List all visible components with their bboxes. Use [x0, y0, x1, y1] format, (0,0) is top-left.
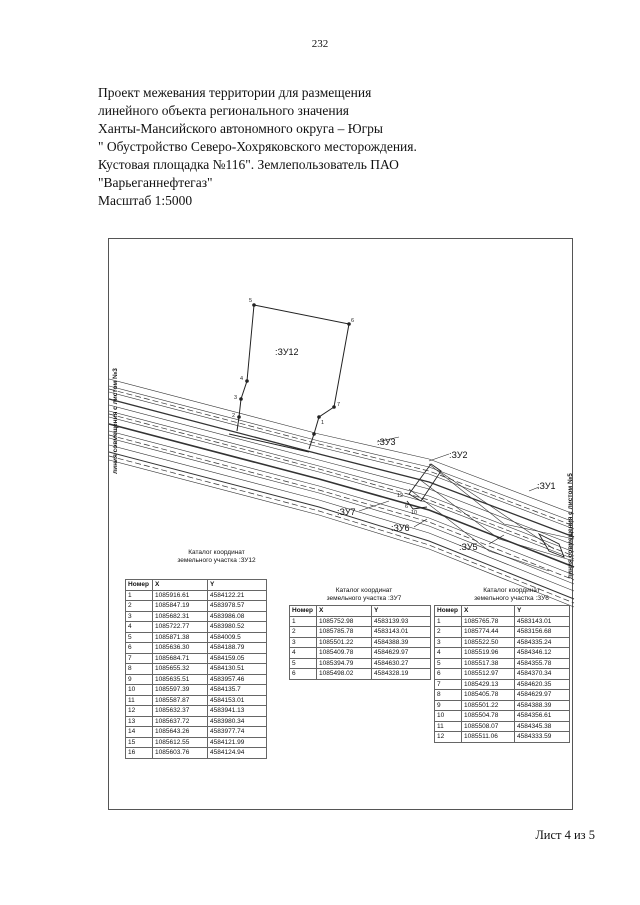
cell-x: 1085635.51 — [153, 674, 208, 685]
cell-y: 4583957.46 — [208, 674, 267, 685]
table-row — [435, 690, 570, 701]
cell-x: 1085632.37 — [153, 706, 208, 717]
cell-x: 1085597.39 — [153, 685, 208, 696]
col-header-num: Номер — [290, 606, 317, 617]
table-row — [435, 637, 570, 648]
cell-num: 14 — [126, 727, 153, 738]
cell-num: 10 — [126, 685, 153, 696]
table-row — [290, 627, 431, 638]
cell-y: 4584333.59 — [515, 732, 570, 743]
catalog-table-zu7 — [289, 605, 431, 680]
point-label: 5 — [249, 298, 253, 304]
cell-y: 4584629.97 — [372, 648, 431, 659]
cell-num: 2 — [290, 627, 317, 638]
cell-num: 7 — [435, 679, 462, 690]
cell-x: 1085429.13 — [462, 679, 515, 690]
cell-num: 5 — [435, 658, 462, 669]
cell-num: 6 — [435, 669, 462, 680]
cell-y: 4583143.01 — [515, 616, 570, 627]
title-line: " Обустройство Северо-Хохряковского месторождения. — [98, 139, 417, 154]
cell-y: 4584159.05 — [208, 653, 267, 664]
title-line: линейного объекта регионального значения — [98, 103, 350, 118]
parcel-points-zu12 — [237, 303, 351, 436]
cell-x: 1085508.07 — [462, 721, 515, 732]
label-zu7: :ЗУ7 — [337, 507, 356, 517]
point-label: 6 — [405, 504, 409, 510]
scale-line: Масштаб 1:5000 — [98, 193, 193, 208]
match-line-right: линия совмещения с листом №5 — [567, 473, 574, 579]
cell-num: 7 — [126, 653, 153, 664]
parcel-zu12 — [229, 305, 349, 452]
cell-num: 3 — [290, 637, 317, 648]
table-row — [126, 622, 267, 633]
cell-y: 4583139.93 — [372, 616, 431, 627]
catalog-title-line: земельного участка :ЗУ6 — [474, 595, 549, 602]
catalog-body-zu12 — [126, 590, 267, 758]
col-header-x: X — [317, 606, 372, 617]
cell-num: 16 — [126, 748, 153, 759]
cell-x: 1085636.30 — [153, 643, 208, 654]
cell-x: 1085512.97 — [462, 669, 515, 680]
label-zu1: :ЗУ1 — [537, 481, 556, 491]
cell-num: 1 — [435, 616, 462, 627]
survey-map — [108, 238, 573, 810]
table-row — [126, 653, 267, 664]
point-label: 7 — [337, 402, 341, 408]
cell-x: 1085517.38 — [462, 658, 515, 669]
catalog-table-zu12 — [125, 579, 267, 759]
cell-y: 4583980.52 — [208, 622, 267, 633]
catalog-body-zu6 — [435, 616, 570, 742]
point-label: 6 — [351, 318, 355, 324]
cell-y: 4583941.13 — [208, 706, 267, 717]
cell-x: 1085682.31 — [153, 611, 208, 622]
catalog-title-zu6 — [454, 587, 569, 603]
table-row — [290, 658, 431, 669]
cell-y: 4583156.68 — [515, 627, 570, 638]
cell-num: 10 — [435, 711, 462, 722]
point-label: 4 — [240, 376, 244, 382]
cell-y: 4583977.74 — [208, 727, 267, 738]
cell-x: 1085722.77 — [153, 622, 208, 633]
col-header-x: X — [153, 580, 208, 591]
match-line-left: линия совмещения с листом №3 — [112, 368, 119, 474]
cell-y: 4584355.78 — [515, 658, 570, 669]
cell-x: 1085684.71 — [153, 653, 208, 664]
cell-y: 4584630.27 — [372, 658, 431, 669]
cell-num: 3 — [126, 611, 153, 622]
cell-y: 4584328.19 — [372, 669, 431, 680]
point-label: 12 — [397, 493, 404, 499]
cell-y: 4584388.39 — [372, 637, 431, 648]
cell-y: 4584629.97 — [515, 690, 570, 701]
label-zu5: :ЗУ5 — [459, 542, 478, 552]
pipeline-corridor — [109, 379, 574, 607]
document-title — [98, 84, 417, 210]
cell-num: 6 — [126, 643, 153, 654]
col-header-num: Номер — [126, 580, 153, 591]
table-row — [126, 706, 267, 717]
table-row — [435, 658, 570, 669]
catalog-table-zu6 — [434, 605, 570, 743]
col-header-y: Y — [515, 606, 570, 617]
cell-num: 8 — [435, 690, 462, 701]
table-row — [435, 648, 570, 659]
cell-x: 1085752.98 — [317, 616, 372, 627]
table-row — [435, 679, 570, 690]
cell-x: 1085519.96 — [462, 648, 515, 659]
table-row — [435, 700, 570, 711]
point-label: 2 — [232, 413, 236, 419]
cell-x: 1085765.78 — [462, 616, 515, 627]
catalog-title-line: земельного участка :ЗУ7 — [326, 595, 402, 602]
label-zu3: :ЗУ3 — [377, 437, 396, 447]
title-line: Ханты-Мансийского автономного округа – Югры — [98, 121, 383, 136]
point-numbers — [232, 298, 417, 516]
cell-x: 1085643.26 — [153, 727, 208, 738]
table-row — [126, 695, 267, 706]
catalog-title-line: земельного участка :ЗУ12 — [177, 557, 256, 564]
cell-num: 2 — [435, 627, 462, 638]
cell-num: 4 — [435, 648, 462, 659]
cell-y: 4584335.24 — [515, 637, 570, 648]
cell-num: 11 — [126, 695, 153, 706]
cell-y: 4583978.57 — [208, 601, 267, 612]
cell-num: 5 — [290, 658, 317, 669]
table-row — [126, 685, 267, 696]
sheet-number: Лист 4 из 5 — [535, 828, 595, 842]
cell-y: 4584121.99 — [208, 737, 267, 748]
table-row — [126, 601, 267, 612]
point-label: 3 — [234, 395, 238, 401]
cell-num: 9 — [435, 700, 462, 711]
title-line: Проект межевания территории для размещения — [98, 85, 372, 100]
cell-y: 4584009.5 — [208, 632, 267, 643]
cell-y: 4584620.35 — [515, 679, 570, 690]
table-row — [435, 616, 570, 627]
cell-x: 1085612.55 — [153, 737, 208, 748]
cell-x: 1085655.32 — [153, 664, 208, 675]
cell-x: 1085501.22 — [462, 700, 515, 711]
cell-x: 1085785.78 — [317, 627, 372, 638]
cell-num: 15 — [126, 737, 153, 748]
table-row — [126, 632, 267, 643]
catalog-title-line: Каталог координат — [188, 549, 245, 556]
table-row — [126, 611, 267, 622]
cell-y: 4584345.38 — [515, 721, 570, 732]
cell-num: 3 — [435, 637, 462, 648]
cell-x: 1085394.79 — [317, 658, 372, 669]
cell-x: 1085405.78 — [462, 690, 515, 701]
cell-x: 1085603.76 — [153, 748, 208, 759]
cell-num: 11 — [435, 721, 462, 732]
table-row — [435, 669, 570, 680]
cell-num: 12 — [126, 706, 153, 717]
cell-y: 4584346.12 — [515, 648, 570, 659]
table-row — [126, 674, 267, 685]
cell-x: 1085409.78 — [317, 648, 372, 659]
cell-x: 1085774.44 — [462, 627, 515, 638]
table-row — [126, 727, 267, 738]
col-header-x: X — [462, 606, 515, 617]
col-header-num: Номер — [435, 606, 462, 617]
cell-num: 1 — [290, 616, 317, 627]
catalog-title-line: Каталог координат — [483, 587, 540, 594]
cell-x: 1085916.61 — [153, 590, 208, 601]
cell-num: 12 — [435, 732, 462, 743]
cell-x: 1085847.19 — [153, 601, 208, 612]
table-row — [126, 643, 267, 654]
cell-y: 4584188.79 — [208, 643, 267, 654]
cell-num: 8 — [126, 664, 153, 675]
table-row — [290, 616, 431, 627]
cell-y: 4584370.34 — [515, 669, 570, 680]
table-row — [126, 748, 267, 759]
catalog-title-zu7 — [304, 587, 424, 603]
cell-y: 4583986.08 — [208, 611, 267, 622]
cell-x: 1085637.72 — [153, 716, 208, 727]
cell-num: 13 — [126, 716, 153, 727]
col-header-y: Y — [208, 580, 267, 591]
table-row — [290, 669, 431, 680]
cell-num: 4 — [126, 622, 153, 633]
table-row — [126, 737, 267, 748]
catalog-title-zu12 — [159, 549, 274, 565]
cell-y: 4584122.21 — [208, 590, 267, 601]
table-row — [126, 716, 267, 727]
cell-y: 4583143.01 — [372, 627, 431, 638]
table-row — [435, 721, 570, 732]
table-row — [435, 627, 570, 638]
table-row — [290, 648, 431, 659]
cell-num: 2 — [126, 601, 153, 612]
cell-x: 1085871.38 — [153, 632, 208, 643]
title-line: Кустовая площадка №116". Землепользователь ПАО — [98, 157, 399, 172]
cell-y: 4583980.34 — [208, 716, 267, 727]
catalog-title-line: Каталог координат — [335, 587, 393, 594]
table-row — [435, 732, 570, 743]
catalog-body-zu7 — [290, 616, 431, 679]
point-label: 1 — [321, 420, 325, 426]
cell-x: 1085504.78 — [462, 711, 515, 722]
cell-y: 4584388.39 — [515, 700, 570, 711]
cell-num: 5 — [126, 632, 153, 643]
cell-y: 4584153.01 — [208, 695, 267, 706]
title-line: "Варьеганнефтегаз" — [98, 175, 213, 190]
page-number: 232 — [311, 38, 329, 50]
cell-x: 1085522.50 — [462, 637, 515, 648]
point-label: 10 — [411, 510, 418, 516]
table-row — [290, 637, 431, 648]
cell-y: 4584135.7 — [208, 685, 267, 696]
table-row — [126, 664, 267, 675]
col-header-y: Y — [372, 606, 431, 617]
cell-x: 1085501.22 — [317, 637, 372, 648]
cell-y: 4584130.51 — [208, 664, 267, 675]
cell-x: 1085511.06 — [462, 732, 515, 743]
cell-num: 6 — [290, 669, 317, 680]
label-zu2: :ЗУ2 — [449, 450, 468, 460]
table-row — [126, 590, 267, 601]
label-zu6: :ЗУ6 — [391, 523, 410, 533]
cell-x: 1085498.02 — [317, 669, 372, 680]
table-row — [435, 711, 570, 722]
cell-x: 1085587.87 — [153, 695, 208, 706]
cell-num: 1 — [126, 590, 153, 601]
cell-num: 4 — [290, 648, 317, 659]
label-zu12: :ЗУ12 — [275, 347, 299, 357]
cell-y: 4584124.94 — [208, 748, 267, 759]
cell-num: 9 — [126, 674, 153, 685]
cell-y: 4584356.61 — [515, 711, 570, 722]
